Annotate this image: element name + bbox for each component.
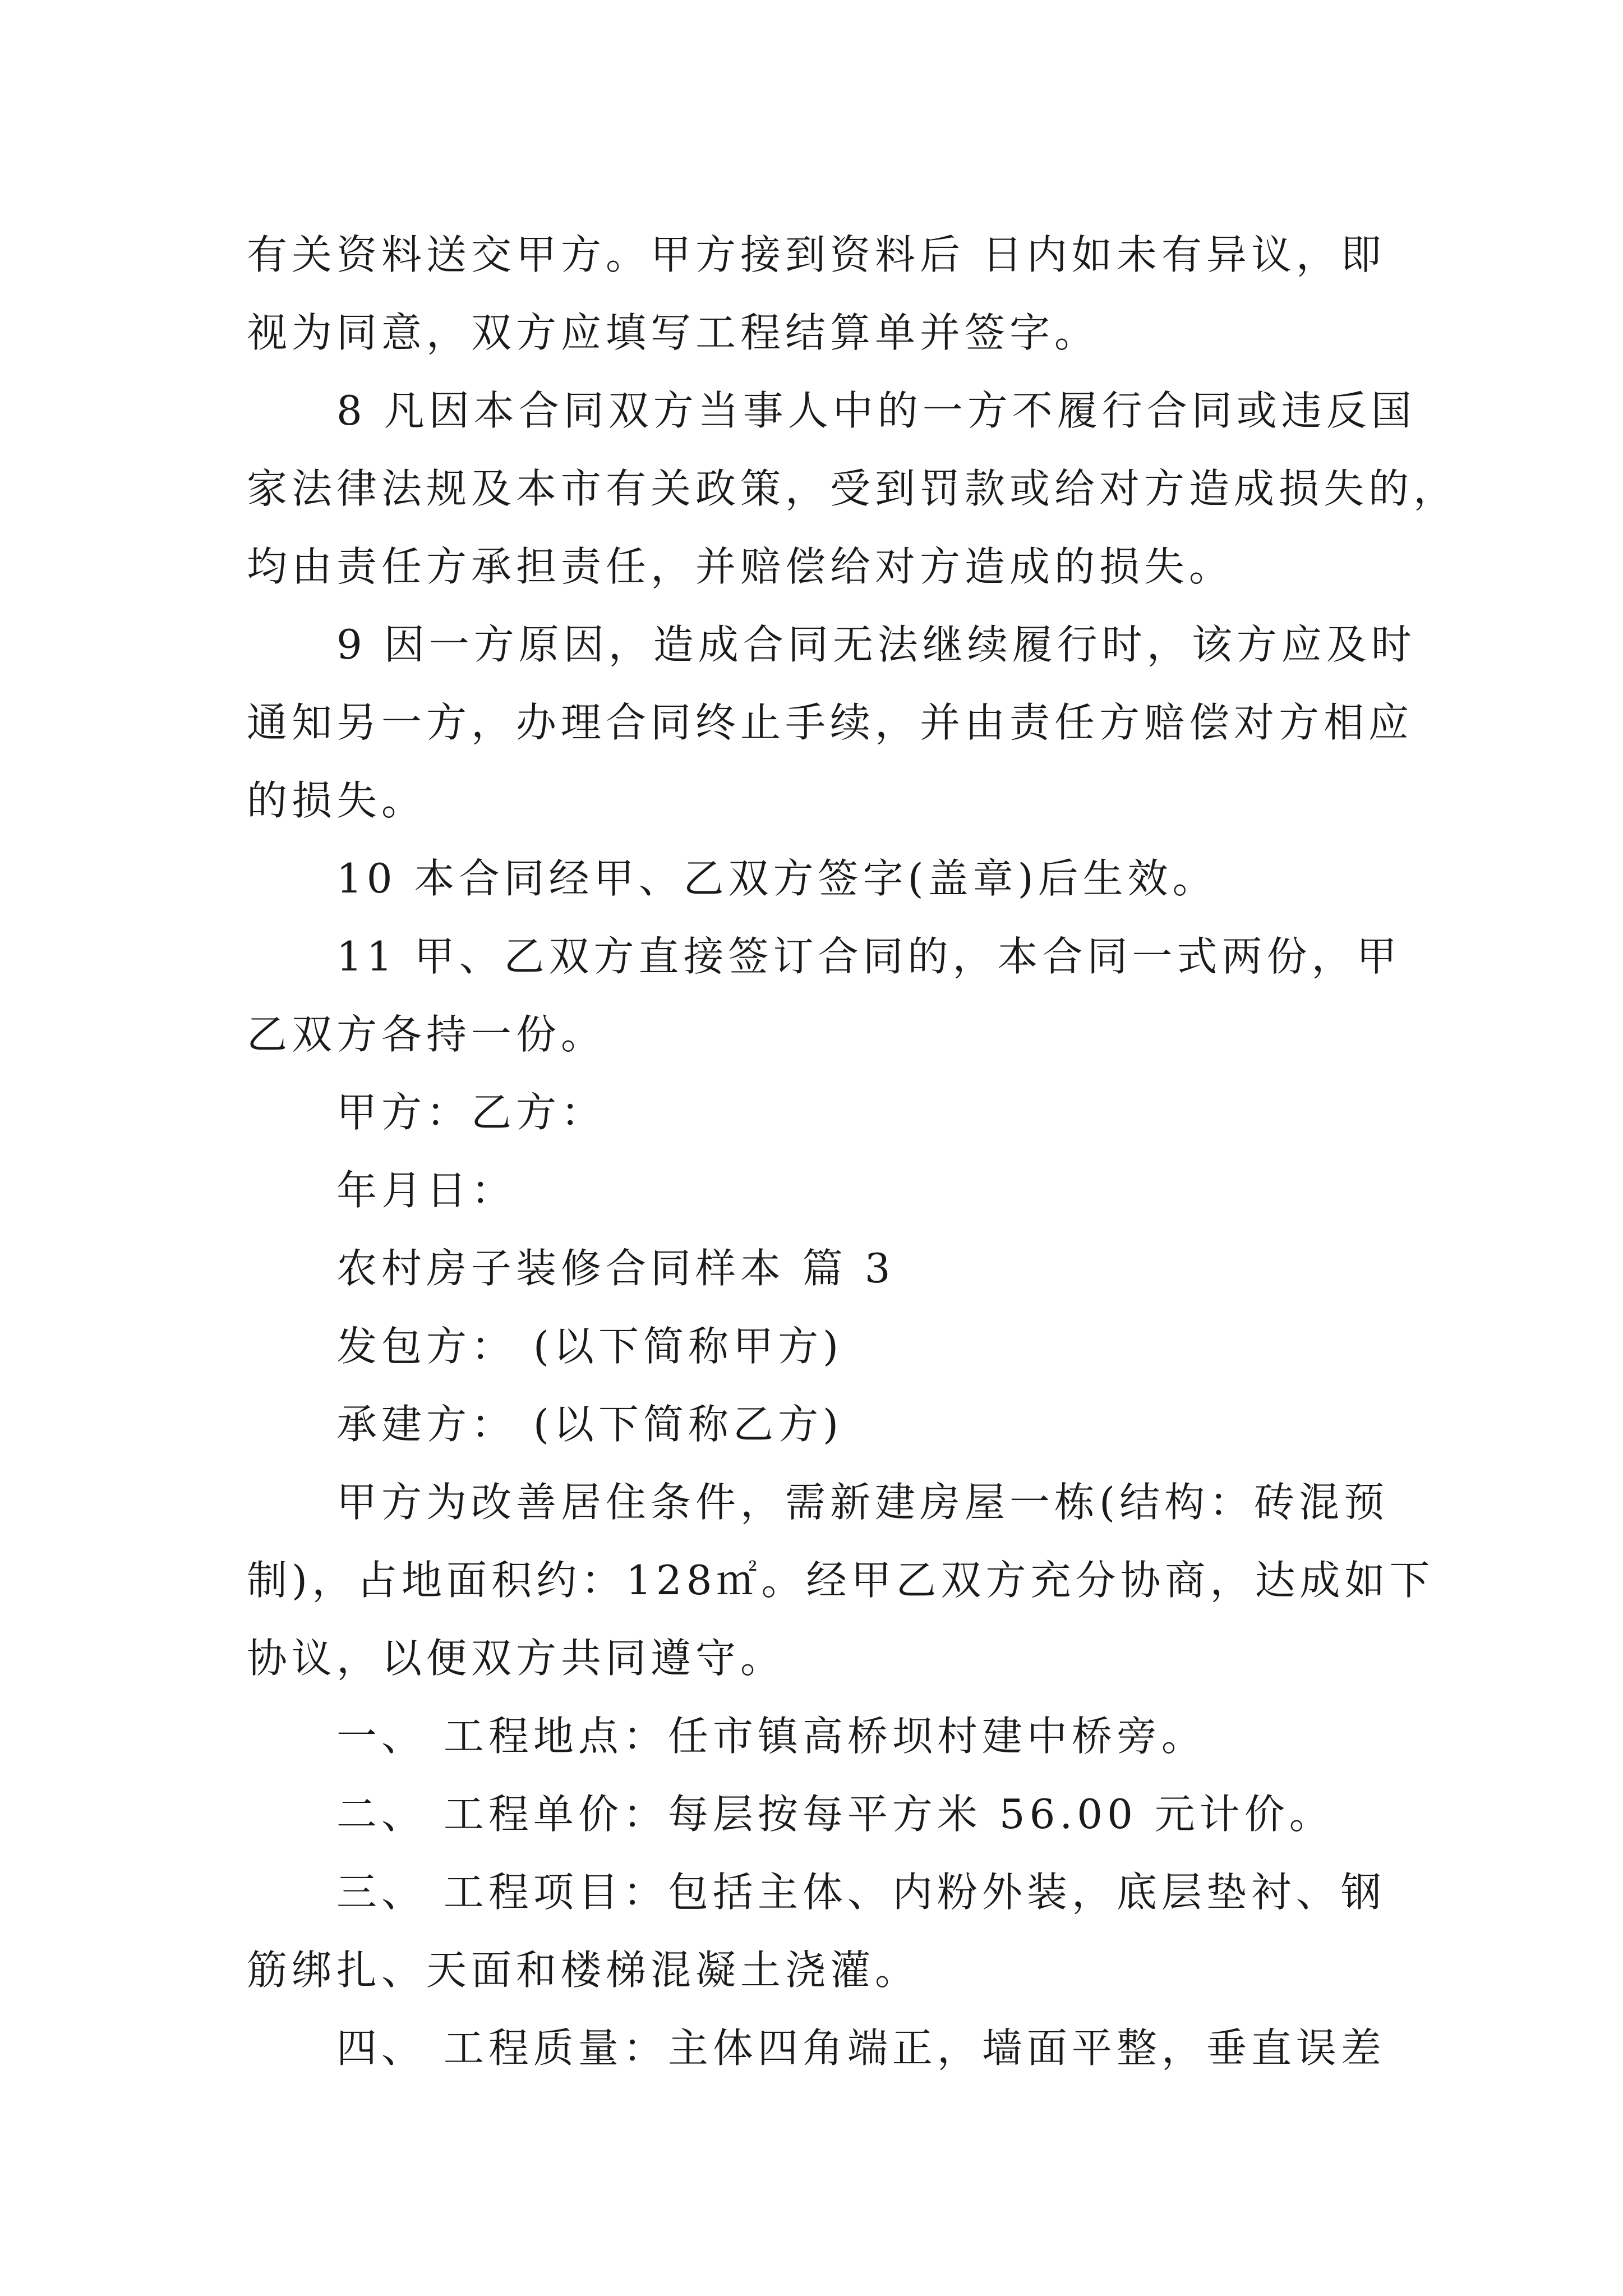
text-line: 承建方： (以下简称乙方) xyxy=(336,1401,843,1448)
paragraph xyxy=(247,1152,1380,1230)
text-line: 农村房子装修合同样本 篇 3 xyxy=(336,1245,895,1292)
text-line: 四、 工程质量：主体四角端正，墙面平整，垂直误差 xyxy=(336,2024,1386,2072)
text-line: 均由责任方承担责任，并赔偿给对方造成的损失。 xyxy=(247,543,1234,590)
paragraph xyxy=(247,1464,1435,1697)
text-line: 三、 工程项目：包括主体、内粉外装，底层垫衬、钢 xyxy=(336,1869,1386,1916)
paragraph xyxy=(247,840,1380,918)
text-line: 有关资料送交甲方。甲方接到资料后 日内如未有异议，即 xyxy=(247,231,1386,278)
paragraph xyxy=(247,216,1386,372)
paragraph xyxy=(247,1074,1380,1152)
text-line: 一、 工程地点：任市镇高桥坝村建中桥旁。 xyxy=(336,1713,1206,1760)
paragraph xyxy=(247,1697,1380,1775)
paragraph xyxy=(247,1775,1380,1853)
paragraph xyxy=(247,1230,1380,1308)
text-line: 年月日： xyxy=(336,1167,517,1214)
text-line: 家法律法规及本市有关政策，受到罚款或给对方造成损失的， xyxy=(247,465,1459,512)
paragraph xyxy=(247,1308,1380,1386)
document-body xyxy=(247,216,1459,2087)
paragraph xyxy=(247,918,1401,1074)
text-line: 二、 工程单价：每层按每平方米 56.00 元计价。 xyxy=(336,1791,1334,1838)
paragraph xyxy=(247,372,1459,606)
text-line: 的损失。 xyxy=(247,777,427,824)
paragraph xyxy=(247,1853,1386,2009)
text-line: 8 凡因本合同双方当事人中的一方不履行合同或违反国 xyxy=(336,387,1416,434)
paragraph xyxy=(247,2009,1386,2087)
text-line: 制)，占地面积约：128㎡。经甲乙双方充分协商，达成如下 xyxy=(247,1557,1435,1604)
text-line: 视为同意，双方应填写工程结算单并签字。 xyxy=(247,309,1100,356)
text-line: 9 因一方原因，造成合同无法继续履行时，该方应及时 xyxy=(336,621,1416,668)
text-line: 甲方为改善居住条件，需新建房屋一栋(结构：砖混预 xyxy=(336,1479,1389,1526)
text-line: 筋绑扎、天面和楼梯混凝土浇灌。 xyxy=(247,1947,920,1994)
text-line: 甲方：乙方： xyxy=(336,1089,606,1136)
text-line: 协议，以便双方共同遵守。 xyxy=(247,1635,786,1682)
text-line: 乙双方各持一份。 xyxy=(247,1011,606,1058)
paragraph xyxy=(247,1386,1380,1464)
text-line: 发包方： (以下简称甲方) xyxy=(336,1323,843,1370)
text-line: 10 本合同经甲、乙双方签字(盖章)后生效。 xyxy=(336,855,1218,902)
paragraph xyxy=(247,606,1416,840)
text-line: 11 甲、乙双方直接签订合同的，本合同一式两份，甲 xyxy=(336,933,1401,980)
text-line: 通知另一方，办理合同终止手续，并由责任方赔偿对方相应 xyxy=(247,699,1414,746)
